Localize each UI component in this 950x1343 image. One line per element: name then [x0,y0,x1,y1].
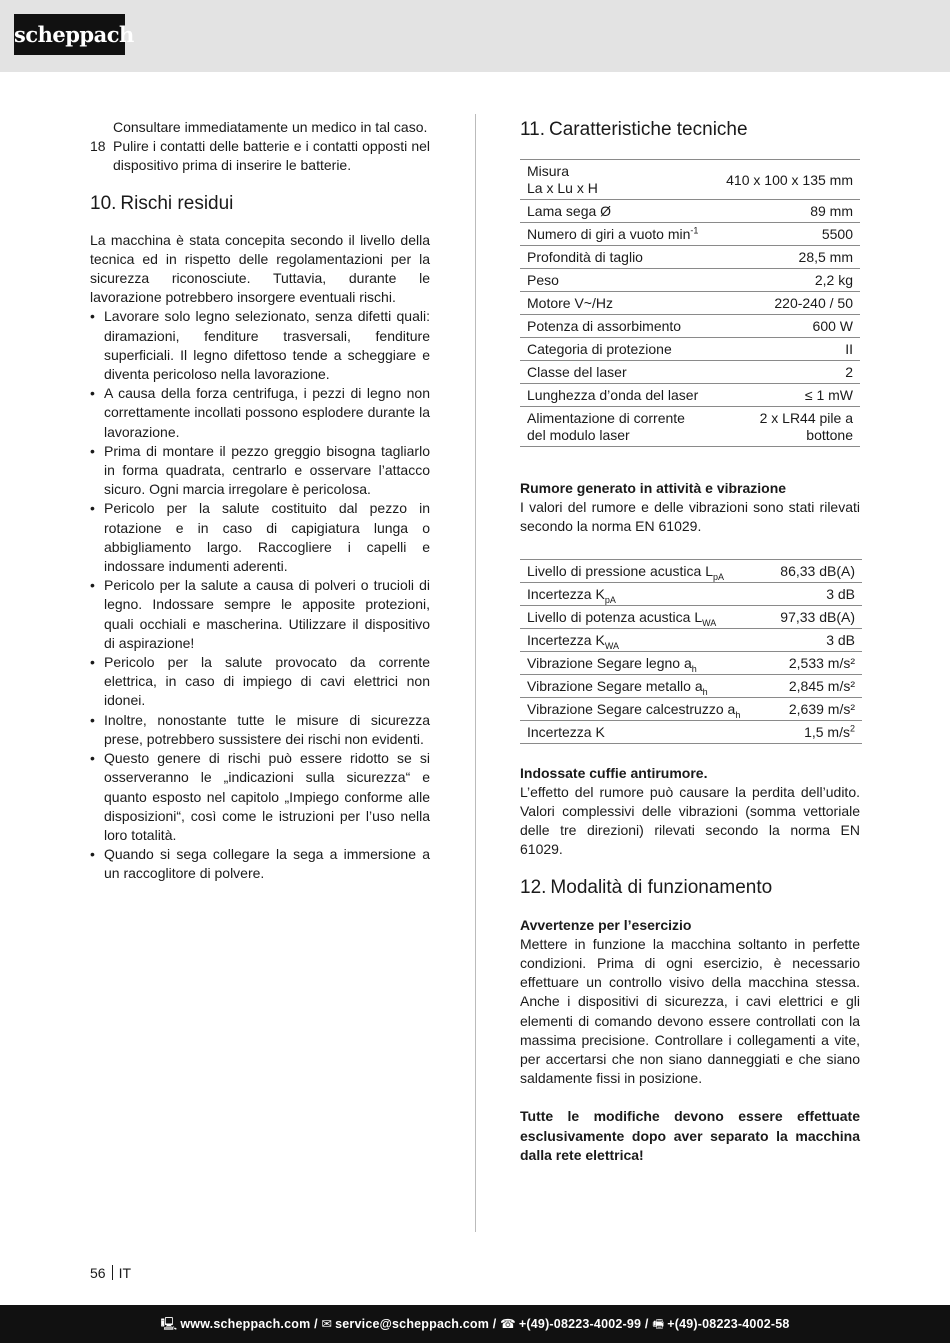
operation-heading: Avvertenze per l’esercizio [520,916,692,933]
item-17-continuation: Consultare immediatamente un medico in tal caso. [113,119,428,135]
spec-value: 89 mm [713,200,860,223]
section-title: Modalità di funzionamento [550,876,773,898]
table-row [520,361,860,384]
table-row [520,292,860,315]
list-item: • Questo genere di rischi può essere ridotto se si osserveranno le „indicazioni sulla sicurezza“ e quanto esposto nel capitolo „Impiego conforme alle disposizioni“, così come le istruzioni per l’uso nella loro totalità. [90,749,430,845]
list-item: • Pericolo per la salute a causa di polveri o trucioli di legno. Indossare sempre le apposite protezioni, quali occhiali e mascherina. Utilizzare il dispositivo di aspirazione! [90,576,430,653]
spec-value: 2 [713,361,860,384]
spec-value: 410 x 100 x 135 mm [713,160,860,200]
phone-icon: ☎ [500,1317,516,1331]
item-text: Pulire i contatti delle batterie e i contatti opposti nel dispositivo prima di inserire le batterie. [113,138,430,174]
noise-label: Vibrazione Segare metallo $a_h$ [520,674,766,697]
spec-label: Lama sega Ø [520,200,713,223]
table-row [520,628,862,651]
spec-label: Misura La x Lu x H [520,160,713,200]
noise-label: Incertezza $K_{WA}$ [520,628,766,651]
noise-value: 1,5 $m/s^2$ [766,720,862,743]
page-number: 56 IT [90,1265,132,1281]
section-title: Caratteristiche tecniche [549,119,748,140]
footer-mail-link[interactable]: service@scheppach.com [335,1317,490,1331]
spec-table [520,159,860,447]
noise-label: Vibrazione Segare legno $a_h$ [520,651,766,674]
table-row [520,384,860,407]
footer-phone: +(49)-08223-4002-99 [518,1317,642,1331]
table-row [520,223,860,246]
footer-web-link[interactable]: www.scheppach.com [180,1317,311,1331]
noise-label: Livello di pressione acustica $L_{pA}$ [520,559,766,582]
spec-label: Numero di giri a vuoto $\min^{-1}$ [520,223,713,246]
noise-value: 2,845 m/s² [766,674,862,697]
table-row [520,674,862,697]
noise-value: 2,639 m/s² [766,697,862,720]
noise-label: Incertezza K [520,720,766,743]
table-row [520,315,860,338]
noise-value: 2,533 m/s² [766,651,862,674]
list-item: • A causa della forza centrifuga, i pezzi di legno non correttamente incollati possono esplodere durante la lavorazione. [90,384,430,442]
footer-fax: +(49)-08223-4002-58 [667,1317,790,1331]
table-row [520,582,862,605]
section-number: 12. [520,876,547,898]
list-item: • Lavorare solo legno selezionato, senza difetti quali: diramazioni, fenditure trasversali, fenditure superficiali. Il legno difettoso tende a scheggiare e diventa pericoloso nella lavorazione. [90,307,430,384]
risk-list [90,307,430,883]
table-row [520,246,860,269]
header-bar [0,0,950,72]
spec-label: Peso [520,269,713,292]
column-divider [475,114,476,1232]
section-intro: La macchina è stata concepita secondo il livello della tecnica ed in rispetto delle regolamentazioni per la sicurezza riconosciute. Tuttavia, durante le lavorazione potrebbero insorgere eventuali rischi. [90,231,430,306]
table-row [520,200,860,223]
operation-text: Mettere in funzione la macchina soltanto in perfette condizioni. Prima di ogni esercizio, è necessario effettuare un controllo visivo della macchina stessa. Anche i dispositivi di sicurezza, i cavi elettrici e gli elementi di comando devono essere controllati con la massima precisione. Controllare i collegamenti a vite, per accertarsi che non siano danneggiati e che siano saldamente fissi in posizione. [520,935,860,1087]
mail-icon: ✉ [321,1317,333,1331]
noise-table [520,559,862,744]
list-item: • Pericolo per la salute costituito dal pezzo in rotazione e in caso di capigiatura lunga o abbigliamento largo. Raccogliere i capelli e indossare indumenti aderenti. [90,499,430,576]
section-title: Rischi residui [120,192,234,214]
table-row [520,160,860,200]
spec-label: Profondità di taglio [520,246,713,269]
table-row [520,697,862,720]
spec-value: 5500 [713,223,860,246]
noise-heading: Rumore generato in attività e vibrazione [520,480,787,496]
spec-label: Categoria di protezione [520,338,713,361]
list-item: • Quando si sega collegare la sega a immersione a un raccoglitore di polvere. [90,845,430,883]
ear-protection-text: L’effetto del rumore può causare la perdita dell’udito. Valori complessivi delle vibrazioni (somma vettoriale delle tre direzioni) rilevati secondo la norma EN 61029. [520,783,860,858]
list-item-18 [90,137,430,175]
fax-icon: 🖷 [652,1317,665,1331]
section-heading-11 [520,118,860,142]
ear-protection-heading: Indossate cuffie antirumore. [520,764,708,781]
noise-intro: I valori del rumore e delle vibrazioni sono stati rilevati secondo la norma EN 61029. [520,499,860,535]
operation-warning: Tutte le modifiche devono essere effettuate esclusivamente dopo aver separato la macchina dalla rete elettrica! [520,1108,860,1163]
spec-label: Classe del laser [520,361,713,384]
list-item: • Prima di montare il pezzo greggio bisogna tagliarlo in forma quadrata, centrarlo e osservare l’attacco sicuro. Ogni marcia irregolare è pericolosa. [90,442,430,500]
table-row [520,559,862,582]
footer-bar: 🖳 www.scheppach.com / ✉ service@scheppach.com / ☎ +(49)-08223-4002-99 / 🖷 +(49)-08223-4002-58 [0,1305,950,1343]
noise-value: 86,33 dB(A) [766,559,862,582]
spec-value: ≤ 1 mW [713,384,860,407]
section-heading-12 [520,876,860,900]
noise-label: Incertezza $K_{pA}$ [520,582,766,605]
table-row [520,605,862,628]
spec-label: Alimentazione di corrente del modulo laser [520,407,713,447]
spec-value: 220-240 / 50 [713,292,860,315]
noise-label: Vibrazione Segare calcestruzzo $a_h$ [520,697,766,720]
spec-value: 2,2 kg [713,269,860,292]
spec-value: II [713,338,860,361]
table-row [520,407,860,447]
spec-label: Potenza di assorbimento [520,315,713,338]
table-row [520,651,862,674]
spec-label: Lunghezza d’onda del laser [520,384,713,407]
right-column [520,118,860,1165]
spec-value: 2 x LR44 pile a bottone [713,407,860,447]
spec-value: 600 W [713,315,860,338]
section-number: 10. [90,192,117,214]
table-row [520,720,862,743]
spec-label: Motore V~/Hz [520,292,713,315]
list-item: • Pericolo per la salute provocato da corrente elettrica, in caso di impiego di cavi elettrici non idonei. [90,653,430,711]
spec-value: 28,5 mm [713,246,860,269]
noise-label: Livello di potenza acustica $L_{WA}$ [520,605,766,628]
table-row [520,338,860,361]
section-heading-10 [90,192,430,216]
noise-value: 97,33 dB(A) [766,605,862,628]
list-item: • Inoltre, nonostante tutte le misure di sicurezza prese, potrebbero sussistere dei rischi non evidenti. [90,711,430,749]
noise-value: 3 dB [766,628,862,651]
noise-value: 3 dB [766,582,862,605]
scheppach-logo: scheppach [14,14,125,55]
left-column [90,118,430,884]
table-row [520,269,860,292]
computer-icon: 🖳 [160,1317,178,1331]
item-number: 18 [90,138,106,155]
section-number: 11. [520,119,546,140]
